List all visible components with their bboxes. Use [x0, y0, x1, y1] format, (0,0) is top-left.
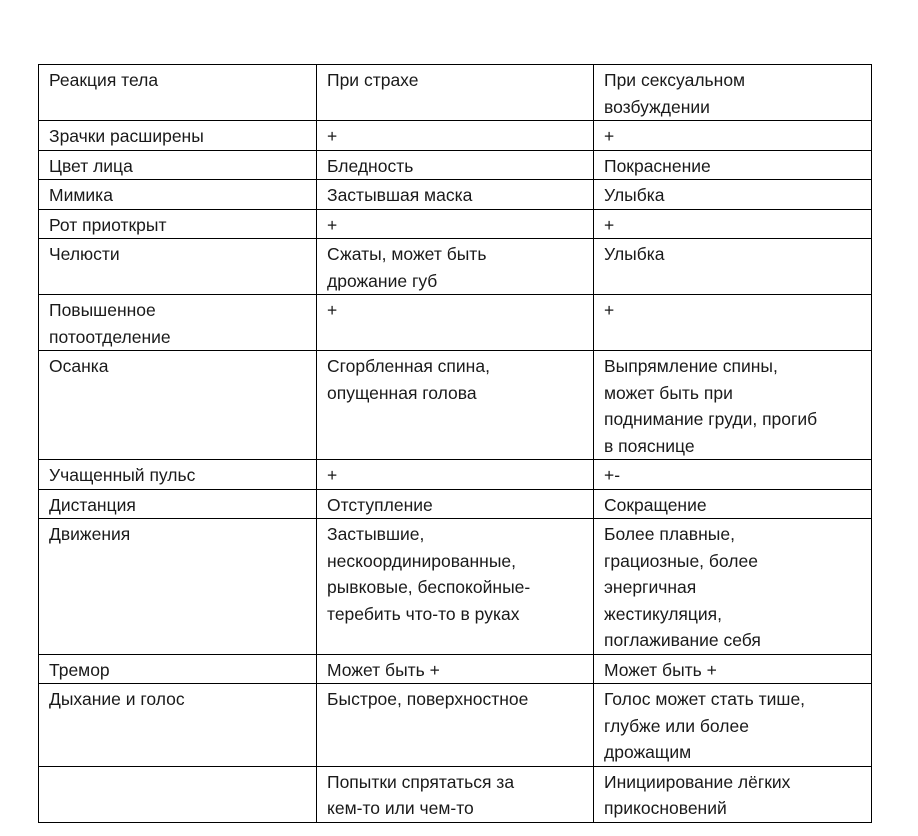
table-cell-arousal: Может быть + [594, 654, 872, 684]
table-cell-arousal: Улыбка [594, 239, 872, 295]
table-cell-reaction: Цвет лица [39, 150, 317, 180]
table-cell-reaction: Челюсти [39, 239, 317, 295]
table-cell-reaction: Движения [39, 519, 317, 655]
table-row [39, 766, 872, 822]
header-cell-fear: При страхе [317, 65, 594, 121]
table-cell-fear: Может быть + [317, 654, 594, 684]
table-cell-arousal: Улыбка [594, 180, 872, 210]
table-cell-reaction [39, 766, 317, 822]
table-cell-arousal: + [594, 295, 872, 351]
table-cell-fear: Сжаты, может быть дрожание губ [317, 239, 594, 295]
table-cell-arousal: Сокращение [594, 489, 872, 519]
table-cell-reaction: Мимика [39, 180, 317, 210]
comparison-table-container [38, 64, 871, 823]
table-cell-arousal: Голос может стать тише, глубже или более дрожащим [594, 684, 872, 767]
table-row [39, 121, 872, 151]
table-cell-reaction: Осанка [39, 351, 317, 460]
header-cell-body-reaction: Реакция тела [39, 65, 317, 121]
table-cell-fear: Застывшая маска [317, 180, 594, 210]
table-row [39, 519, 872, 655]
table-cell-arousal: Инициирование лёгких прикосновений [594, 766, 872, 822]
table-cell-arousal: +- [594, 460, 872, 490]
comparison-table [38, 64, 872, 823]
table-row [39, 684, 872, 767]
table-cell-arousal: Покраснение [594, 150, 872, 180]
table-cell-fear: Бледность [317, 150, 594, 180]
table-row [39, 460, 872, 490]
table-row [39, 295, 872, 351]
table-cell-reaction: Тремор [39, 654, 317, 684]
table-cell-fear: + [317, 295, 594, 351]
table-header-row [39, 65, 872, 121]
table-cell-reaction: Повышенное потоотделение [39, 295, 317, 351]
table-row [39, 351, 872, 460]
table-cell-fear: Отступление [317, 489, 594, 519]
table-cell-arousal: Более плавные, грациозные, более энергичная жестикуляция, поглаживание себя [594, 519, 872, 655]
table-cell-reaction: Рот приоткрыт [39, 209, 317, 239]
table-cell-arousal: + [594, 121, 872, 151]
table-cell-reaction: Дыхание и голос [39, 684, 317, 767]
table-row [39, 209, 872, 239]
table-row [39, 489, 872, 519]
table-cell-fear: + [317, 121, 594, 151]
table-cell-arousal: + [594, 209, 872, 239]
table-row [39, 239, 872, 295]
table-cell-fear: + [317, 460, 594, 490]
table-row [39, 150, 872, 180]
table-cell-fear: Застывшие, нескоординированные, рывковые, беспокойные- теребить что-то в руках [317, 519, 594, 655]
table-cell-reaction: Зрачки расширены [39, 121, 317, 151]
table-cell-fear: Быстрое, поверхностное [317, 684, 594, 767]
table-row [39, 654, 872, 684]
table-cell-reaction: Дистанция [39, 489, 317, 519]
table-cell-reaction: Учащенный пульс [39, 460, 317, 490]
table-cell-arousal: Выпрямление спины, может быть при поднимание груди, прогиб в пояснице [594, 351, 872, 460]
table-cell-fear: + [317, 209, 594, 239]
table-row [39, 180, 872, 210]
header-cell-arousal: При сексуальном возбуждении [594, 65, 872, 121]
table-cell-fear: Сгорбленная спина, опущенная голова [317, 351, 594, 460]
table-cell-fear: Попытки спрятаться за кем-то или чем-то [317, 766, 594, 822]
